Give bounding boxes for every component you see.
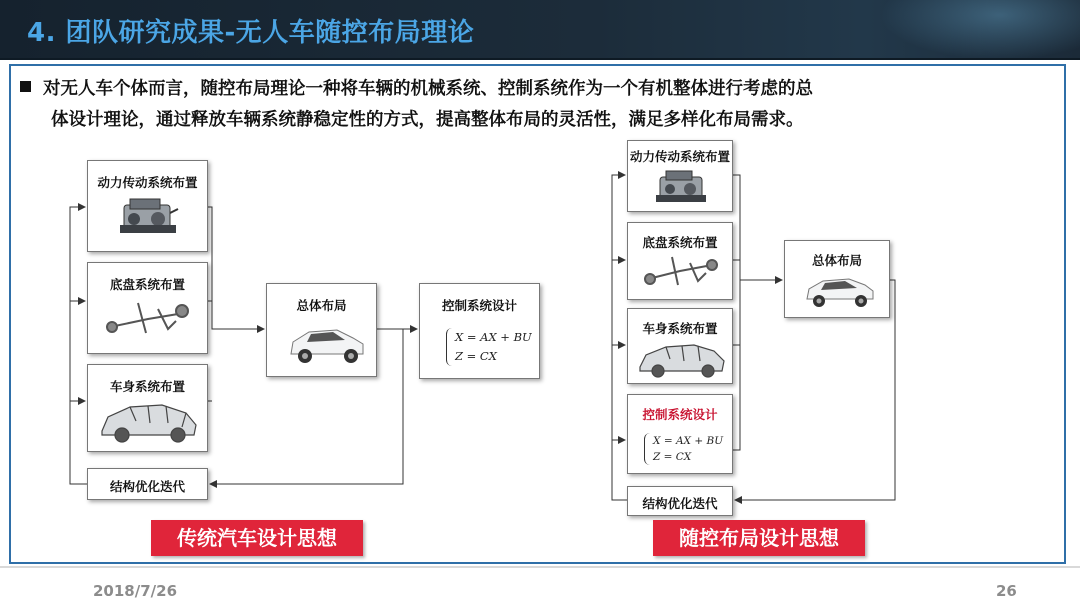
box-overall-right: [784, 240, 890, 318]
car-body-frame-icon: [88, 365, 209, 453]
state-equation-1: X = AX + BU: [653, 435, 724, 447]
body-label: 车身系统布置: [642, 321, 718, 336]
power-train-label: 动力传动系统布置: [629, 149, 730, 164]
overall-label: 总体布局: [811, 253, 862, 268]
box-overall-left: [266, 283, 377, 377]
state-equation-2: Z = CX: [653, 451, 692, 463]
box-control-left: [419, 283, 540, 379]
box-chassis-left: [87, 262, 208, 354]
engine-icon: [628, 141, 734, 213]
box-body-right: [627, 308, 733, 384]
bullet-line-1: 对无人车个体而言，随控布局理论一种将车辆的机械系统、控制系统作为一个有机整体进行考虑的总: [43, 79, 813, 99]
box-iterate-left: [87, 468, 208, 500]
footer-date: 2018/7/26: [93, 582, 178, 600]
box-body-left: [87, 364, 208, 452]
chassis-icon: [88, 263, 209, 355]
car-body-frame-icon: [628, 309, 734, 385]
box-iterate-right: [627, 486, 733, 516]
engine-icon: [88, 161, 209, 253]
power-train-label: 动力传动系统布置: [97, 175, 198, 190]
bullet-line-2: 体设计理论，通过释放车辆系统静稳定性的方式，提高整体布局的灵活性，满足多样化布局需求。: [51, 110, 804, 130]
caption-follow-control: 随控布局设计思想: [653, 520, 865, 556]
iterate-label: 结构优化迭代: [109, 479, 185, 494]
car-icon: [785, 241, 891, 319]
box-power-train-right: [627, 140, 733, 212]
slide-title: 4. 团队研究成果-无人车随控布局理论: [27, 18, 475, 48]
box-control-right: [627, 394, 733, 474]
box-power-train-left: [87, 160, 208, 252]
chassis-label: 底盘系统布置: [642, 235, 718, 250]
car-icon: [267, 284, 378, 378]
overall-label: 总体布局: [296, 298, 347, 313]
iterate-label: 结构优化迭代: [642, 496, 718, 511]
state-equation: [644, 433, 723, 465]
state-equation-1: X = AX + BU: [455, 330, 532, 344]
chassis-icon: [628, 223, 734, 301]
box-chassis-right: [627, 222, 733, 300]
footer-divider: [0, 566, 1080, 568]
state-equation-2: Z = CX: [455, 349, 497, 363]
control-label: 控制系统设计: [642, 407, 718, 422]
control-label: 控制系统设计: [441, 298, 517, 313]
state-equation: [446, 328, 532, 366]
body-label: 车身系统布置: [109, 379, 185, 394]
page-number: 26: [996, 582, 1017, 600]
caption-traditional: 传统汽车设计思想: [151, 520, 363, 556]
chassis-label: 底盘系统布置: [109, 277, 185, 292]
